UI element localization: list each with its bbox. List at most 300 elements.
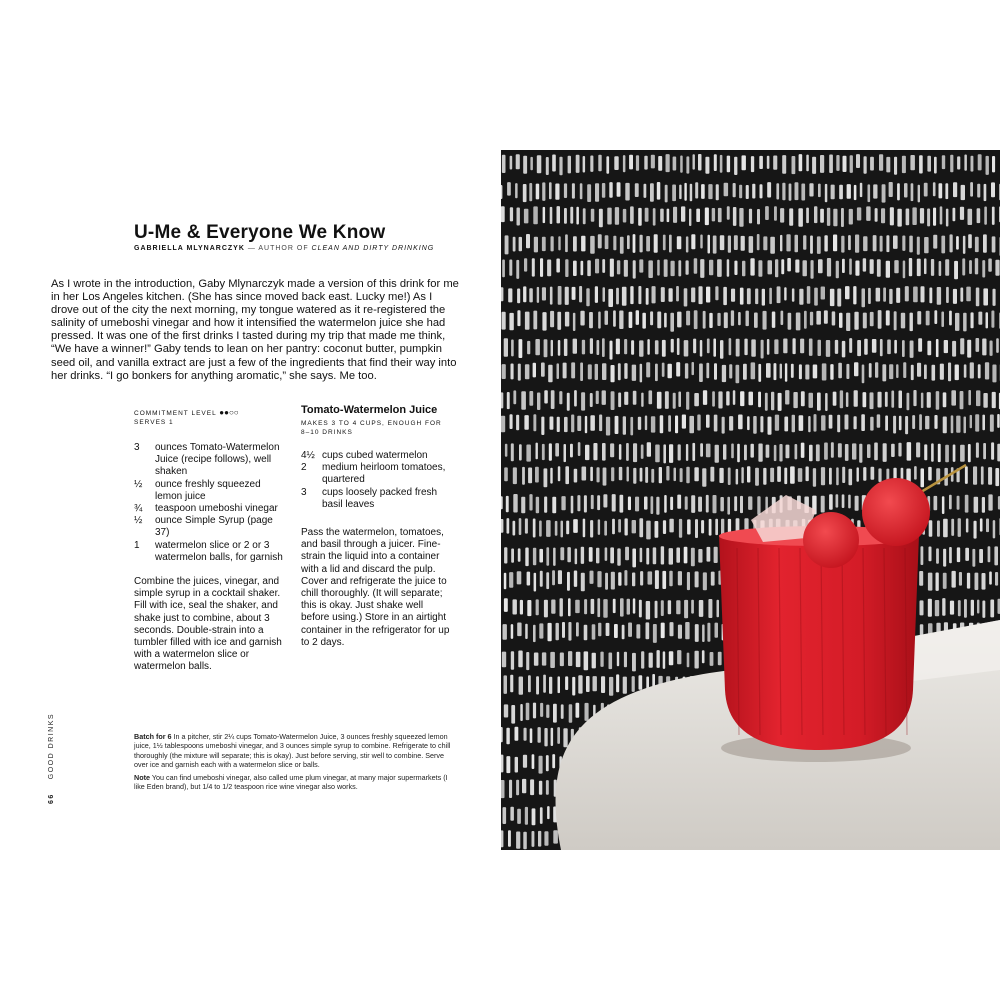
- backdrop-stroke: [993, 520, 996, 538]
- backdrop-stroke: [519, 339, 523, 358]
- backdrop-stroke: [525, 312, 530, 330]
- backdrop-stroke: [597, 495, 600, 510]
- backdrop-stroke: [710, 652, 714, 666]
- ingredient-qty: 3: [301, 486, 307, 498]
- backdrop-stroke: [986, 519, 989, 533]
- backdrop-stroke: [566, 521, 569, 535]
- backdrop-stroke: [536, 443, 538, 460]
- backdrop-stroke: [913, 287, 918, 303]
- backdrop-stroke: [784, 468, 787, 485]
- backdrop-stroke: [540, 258, 543, 277]
- backdrop-stroke: [507, 518, 510, 534]
- backdrop-stroke: [659, 467, 662, 483]
- backdrop-stroke: [657, 392, 662, 409]
- backdrop-stroke: [799, 364, 802, 379]
- backdrop-stroke: [615, 416, 619, 434]
- backdrop-stroke: [530, 779, 534, 795]
- backdrop-stroke: [924, 444, 927, 460]
- backdrop-stroke: [693, 154, 695, 169]
- backdrop-stroke: [577, 495, 580, 511]
- ingredient-text: ounce Simple Syrup (page 37): [155, 515, 273, 539]
- backdrop-stroke: [758, 364, 761, 382]
- backdrop-stroke: [580, 363, 583, 382]
- backdrop-stroke: [953, 182, 957, 197]
- backdrop-stroke: [516, 415, 519, 431]
- backdrop-stroke: [585, 445, 589, 460]
- backdrop-stroke: [655, 521, 659, 538]
- backdrop-stroke: [876, 288, 881, 302]
- backdrop-stroke: [695, 571, 699, 587]
- backdrop-stroke: [964, 599, 967, 618]
- cocktail-photo: [501, 150, 1000, 850]
- backdrop-stroke: [629, 155, 633, 170]
- backdrop-stroke: [982, 415, 985, 431]
- ingredient-text: teaspoon umeboshi vinegar: [155, 503, 278, 515]
- backdrop-stroke: [625, 547, 629, 561]
- backdrop-stroke: [511, 364, 514, 380]
- backdrop-stroke: [713, 495, 717, 513]
- backdrop-stroke: [505, 444, 508, 457]
- backdrop-stroke: [557, 417, 560, 432]
- backdrop-stroke: [548, 365, 552, 383]
- backdrop-stroke: [632, 365, 636, 381]
- backdrop-stroke: [654, 234, 658, 253]
- backdrop-stroke: [687, 653, 690, 668]
- backdrop-stroke: [529, 183, 532, 201]
- backdrop-stroke: [821, 496, 825, 513]
- backdrop-stroke: [995, 468, 999, 486]
- backdrop-stroke: [522, 779, 526, 793]
- backdrop-stroke: [568, 598, 571, 616]
- backdrop-stroke: [590, 467, 593, 481]
- backdrop-stroke: [846, 392, 849, 407]
- backdrop-stroke: [678, 392, 681, 408]
- backdrop-stroke: [910, 313, 913, 332]
- backdrop-stroke: [685, 363, 688, 378]
- backdrop-stroke: [532, 754, 535, 769]
- backdrop-stroke: [593, 443, 597, 460]
- backdrop-stroke: [504, 598, 508, 612]
- backdrop-stroke: [813, 468, 816, 487]
- backdrop-stroke: [564, 183, 567, 198]
- backdrop-stroke: [556, 623, 559, 640]
- backdrop-stroke: [579, 286, 582, 302]
- backdrop-stroke: [992, 365, 996, 383]
- backdrop-stroke: [943, 549, 946, 567]
- backdrop-stroke: [561, 521, 564, 538]
- ingredient-text: watermelon slice or 2 or 3 watermelon balls, for garnish: [155, 539, 283, 563]
- backdrop-stroke: [649, 390, 653, 404]
- backdrop-stroke: [593, 676, 597, 691]
- backdrop-stroke: [982, 601, 985, 618]
- backdrop-stroke: [603, 599, 607, 618]
- backdrop-stroke: [662, 571, 666, 589]
- backdrop-stroke: [638, 286, 641, 304]
- backdrop-stroke: [648, 260, 653, 278]
- backdrop-stroke: [525, 518, 528, 533]
- backdrop-stroke: [616, 288, 619, 305]
- backdrop-stroke: [829, 415, 833, 429]
- backdrop-stroke: [669, 235, 672, 253]
- backdrop-stroke: [595, 286, 598, 303]
- backdrop-stroke: [605, 573, 608, 590]
- backdrop-stroke: [536, 184, 540, 200]
- backdrop-stroke: [510, 807, 514, 821]
- serves: SERVES 1: [134, 419, 174, 426]
- backdrop-stroke: [909, 258, 912, 276]
- backdrop-stroke: [540, 571, 543, 587]
- backdrop-stroke: [878, 468, 881, 482]
- backdrop-stroke: [770, 237, 775, 254]
- backdrop-stroke: [675, 416, 678, 434]
- backdrop-stroke: [941, 236, 945, 254]
- backdrop-stroke: [861, 414, 865, 431]
- backdrop-stroke: [647, 442, 651, 456]
- backdrop-stroke: [563, 363, 567, 379]
- backdrop-stroke: [581, 236, 585, 252]
- backdrop-stroke: [691, 495, 695, 513]
- backdrop-stroke: [507, 392, 510, 409]
- backdrop-stroke: [713, 236, 717, 254]
- backdrop-stroke: [641, 651, 644, 668]
- backdrop-stroke: [668, 600, 671, 614]
- backdrop-stroke: [792, 288, 795, 301]
- backdrop-stroke: [718, 652, 722, 666]
- backdrop-stroke: [733, 390, 736, 405]
- backdrop-stroke: [841, 208, 844, 227]
- backdrop-stroke: [977, 184, 980, 198]
- backdrop-stroke: [663, 444, 666, 463]
- backdrop-stroke: [758, 444, 762, 462]
- backdrop-stroke: [817, 236, 821, 254]
- backdrop-stroke: [606, 156, 609, 173]
- backdrop-stroke: [537, 155, 542, 173]
- backdrop-stroke: [911, 183, 914, 201]
- backdrop-stroke: [519, 518, 522, 535]
- backdrop-stroke: [572, 677, 575, 696]
- backdrop-stroke: [890, 207, 894, 225]
- backdrop-stroke: [927, 209, 930, 227]
- backdrop-stroke: [549, 182, 552, 199]
- backdrop-stroke: [677, 236, 682, 249]
- backdrop-stroke: [628, 497, 631, 511]
- backdrop-stroke: [511, 549, 514, 563]
- backdrop-stroke: [542, 444, 545, 460]
- backdrop-stroke: [713, 339, 716, 357]
- backdrop-stroke: [519, 237, 522, 251]
- backdrop-stroke: [532, 808, 536, 825]
- backdrop-stroke: [845, 286, 850, 299]
- backdrop-stroke: [653, 208, 656, 226]
- backdrop-stroke: [552, 754, 555, 768]
- backdrop-stroke: [544, 728, 547, 746]
- backdrop-stroke: [707, 339, 710, 354]
- backdrop-stroke: [633, 468, 636, 484]
- backdrop-stroke: [677, 495, 681, 509]
- backdrop-stroke: [572, 287, 576, 300]
- backdrop-stroke: [741, 467, 743, 483]
- backdrop-stroke: [969, 260, 972, 274]
- backdrop-stroke: [540, 703, 543, 717]
- backdrop-stroke: [733, 183, 736, 197]
- backdrop-stroke: [598, 234, 602, 248]
- page-number: 66: [48, 793, 55, 804]
- backdrop-stroke: [555, 184, 559, 200]
- backdrop-stroke: [657, 312, 661, 329]
- backdrop-stroke: [610, 259, 614, 277]
- backdrop-stroke: [624, 652, 627, 667]
- backdrop-stroke: [910, 341, 914, 358]
- backdrop-stroke: [687, 519, 691, 534]
- backdrop-stroke: [533, 414, 536, 431]
- backdrop-stroke: [680, 156, 683, 173]
- backdrop-stroke: [759, 156, 763, 169]
- backdrop-stroke: [573, 519, 578, 533]
- backdrop-stroke: [800, 339, 804, 354]
- backdrop-stroke: [544, 600, 548, 618]
- backdrop-stroke: [658, 156, 662, 171]
- backdrop-stroke: [646, 622, 650, 639]
- backdrop-stroke: [842, 259, 845, 273]
- backdrop-stroke: [598, 155, 601, 171]
- backdrop-stroke: [706, 363, 709, 379]
- backdrop-stroke: [907, 393, 910, 411]
- backdrop-stroke: [622, 287, 627, 306]
- backdrop-stroke: [886, 310, 890, 325]
- backdrop-stroke: [589, 547, 593, 562]
- backdrop-stroke: [703, 572, 707, 590]
- backdrop-stroke: [740, 496, 743, 513]
- backdrop-stroke: [629, 312, 633, 328]
- backdrop-stroke: [943, 392, 947, 407]
- backdrop-stroke: [924, 258, 927, 274]
- backdrop-stroke: [696, 209, 700, 222]
- backdrop-stroke: [541, 363, 545, 377]
- backdrop-stroke: [686, 236, 689, 252]
- backdrop-stroke: [974, 497, 979, 513]
- backdrop-stroke: [964, 364, 967, 377]
- backdrop-stroke: [509, 260, 512, 276]
- backdrop-stroke: [931, 443, 934, 461]
- backdrop-stroke: [885, 392, 888, 407]
- backdrop-stroke: [551, 600, 555, 614]
- backdrop-stroke: [991, 442, 994, 459]
- backdrop-stroke: [991, 182, 995, 197]
- backdrop-stroke: [695, 182, 698, 198]
- backdrop-stroke: [527, 572, 531, 586]
- backdrop-stroke: [871, 467, 875, 480]
- backdrop-stroke: [702, 625, 705, 643]
- backdrop-stroke: [583, 156, 586, 173]
- backdrop-stroke: [877, 414, 881, 427]
- backdrop-stroke: [610, 547, 614, 563]
- backdrop-stroke: [940, 364, 944, 380]
- backdrop-stroke: [749, 236, 754, 253]
- backdrop-stroke: [572, 183, 575, 198]
- backdrop-stroke: [534, 653, 539, 666]
- backdrop-stroke: [811, 260, 814, 279]
- backdrop-stroke: [501, 287, 503, 301]
- backdrop-stroke: [882, 364, 886, 381]
- main-ingredient-list: [134, 442, 284, 564]
- backdrop-stroke: [617, 182, 621, 196]
- backdrop-stroke: [568, 622, 571, 641]
- backdrop-stroke: [867, 444, 871, 458]
- backdrop-stroke: [670, 622, 674, 636]
- backdrop-stroke: [544, 468, 548, 487]
- backdrop-stroke: [992, 156, 995, 172]
- backdrop-stroke: [550, 207, 553, 224]
- main-recipe-column: [134, 408, 284, 674]
- backdrop-stroke: [905, 286, 909, 301]
- backdrop-stroke: [991, 311, 994, 328]
- backdrop-stroke: [934, 157, 937, 174]
- backdrop-stroke: [602, 443, 606, 461]
- backdrop-stroke: [703, 311, 706, 329]
- backdrop-stroke: [835, 340, 838, 354]
- backdrop-stroke: [720, 497, 724, 511]
- backdrop-stroke: [564, 208, 567, 224]
- backdrop-stroke: [664, 313, 667, 328]
- backdrop-stroke: [799, 289, 803, 305]
- backdrop-stroke: [636, 310, 639, 325]
- backdrop-stroke: [717, 313, 720, 326]
- backdrop-stroke: [774, 445, 777, 461]
- backdrop-stroke: [845, 415, 849, 430]
- backdrop-stroke: [784, 417, 788, 432]
- backdrop-stroke: [668, 364, 672, 379]
- backdrop-stroke: [544, 497, 547, 513]
- backdrop-stroke: [942, 155, 945, 169]
- backdrop-stroke: [838, 443, 842, 457]
- backdrop-stroke: [501, 830, 503, 847]
- backdrop-stroke: [585, 416, 587, 433]
- backdrop-stroke: [555, 443, 559, 456]
- backdrop-stroke: [806, 155, 809, 172]
- backdrop-stroke: [804, 311, 807, 329]
- backdrop-stroke: [833, 392, 837, 406]
- backdrop-stroke: [814, 206, 817, 223]
- backdrop-stroke: [502, 155, 506, 173]
- backdrop-stroke: [899, 391, 903, 409]
- backdrop-stroke: [597, 571, 601, 587]
- backdrop-stroke: [953, 445, 956, 462]
- backdrop-stroke: [879, 154, 883, 171]
- backdrop-stroke: [707, 623, 710, 642]
- backdrop-stroke: [929, 547, 932, 562]
- backdrop-stroke: [663, 651, 666, 669]
- backdrop-stroke: [640, 548, 643, 562]
- backdrop-stroke: [714, 363, 717, 380]
- backdrop-stroke: [536, 676, 539, 694]
- backdrop-stroke: [624, 339, 627, 354]
- backdrop-stroke: [551, 340, 553, 356]
- backdrop-stroke: [603, 468, 607, 486]
- backdrop-stroke: [701, 520, 704, 533]
- backdrop-stroke: [708, 235, 711, 254]
- backdrop-stroke: [640, 468, 643, 482]
- backdrop-stroke: [845, 444, 849, 461]
- backdrop-stroke: [627, 599, 630, 615]
- backdrop-stroke: [701, 184, 705, 199]
- ingredient-text: ounces Tomato-Watermelon Juice (recipe follows), well shaken: [155, 442, 280, 478]
- backdrop-stroke: [886, 157, 890, 173]
- backdrop-stroke: [523, 832, 527, 850]
- backdrop-stroke: [773, 156, 777, 170]
- backdrop-stroke: [714, 547, 718, 563]
- backdrop-stroke: [795, 235, 799, 252]
- backdrop-stroke: [748, 496, 752, 510]
- backdrop-stroke: [684, 547, 688, 564]
- backdrop-stroke: [663, 235, 666, 251]
- backdrop-stroke: [642, 313, 646, 329]
- ingredient-qty: ½: [134, 478, 143, 490]
- backdrop-stroke: [653, 547, 657, 564]
- backdrop-stroke: [574, 390, 577, 406]
- backdrop-stroke: [986, 156, 989, 175]
- backdrop-stroke: [762, 289, 765, 306]
- list-item: [134, 503, 284, 515]
- backdrop-stroke: [624, 363, 627, 379]
- backdrop-stroke: [939, 183, 943, 198]
- backdrop-stroke: [505, 235, 509, 254]
- backdrop-stroke: [709, 260, 713, 276]
- backdrop-stroke: [620, 598, 624, 616]
- backdrop-stroke: [956, 416, 960, 433]
- backdrop-stroke: [855, 235, 859, 253]
- backdrop-stroke: [854, 416, 857, 429]
- backdrop-stroke: [501, 206, 505, 222]
- backdrop-stroke: [847, 184, 851, 199]
- backdrop-stroke: [849, 469, 853, 485]
- backdrop-stroke: [536, 497, 539, 513]
- backdrop-stroke: [591, 495, 594, 509]
- backdrop-stroke: [678, 260, 681, 276]
- backdrop-stroke: [553, 548, 556, 566]
- backdrop-stroke: [560, 653, 564, 667]
- backdrop-stroke: [854, 185, 857, 200]
- backdrop-stroke: [925, 416, 929, 429]
- backdrop-stroke: [679, 519, 682, 538]
- backdrop-stroke: [917, 259, 921, 277]
- backdrop-stroke: [960, 207, 964, 220]
- backdrop-stroke: [513, 494, 517, 513]
- backdrop-stroke: [933, 235, 937, 249]
- backdrop-stroke: [862, 288, 866, 307]
- backdrop-stroke: [906, 209, 910, 226]
- backdrop-stroke: [914, 466, 917, 480]
- backdrop-stroke: [544, 390, 548, 403]
- backdrop-stroke: [974, 521, 977, 539]
- backdrop-stroke: [836, 261, 839, 278]
- backdrop-stroke: [691, 600, 694, 614]
- backdrop-stroke: [803, 260, 807, 276]
- backdrop-stroke: [731, 289, 735, 302]
- backdrop-stroke: [588, 364, 592, 379]
- backdrop-stroke: [610, 443, 614, 457]
- list-item: [134, 515, 284, 539]
- backdrop-stroke: [664, 259, 668, 277]
- backdrop-stroke: [525, 548, 528, 567]
- backdrop-stroke: [976, 390, 980, 406]
- backdrop-stroke: [952, 571, 956, 588]
- backdrop-stroke: [936, 339, 939, 357]
- backdrop-stroke: [609, 653, 613, 670]
- backdrop-stroke: [524, 209, 529, 224]
- backdrop-stroke: [976, 338, 980, 352]
- backdrop-stroke: [595, 183, 599, 202]
- backdrop-stroke: [849, 259, 852, 275]
